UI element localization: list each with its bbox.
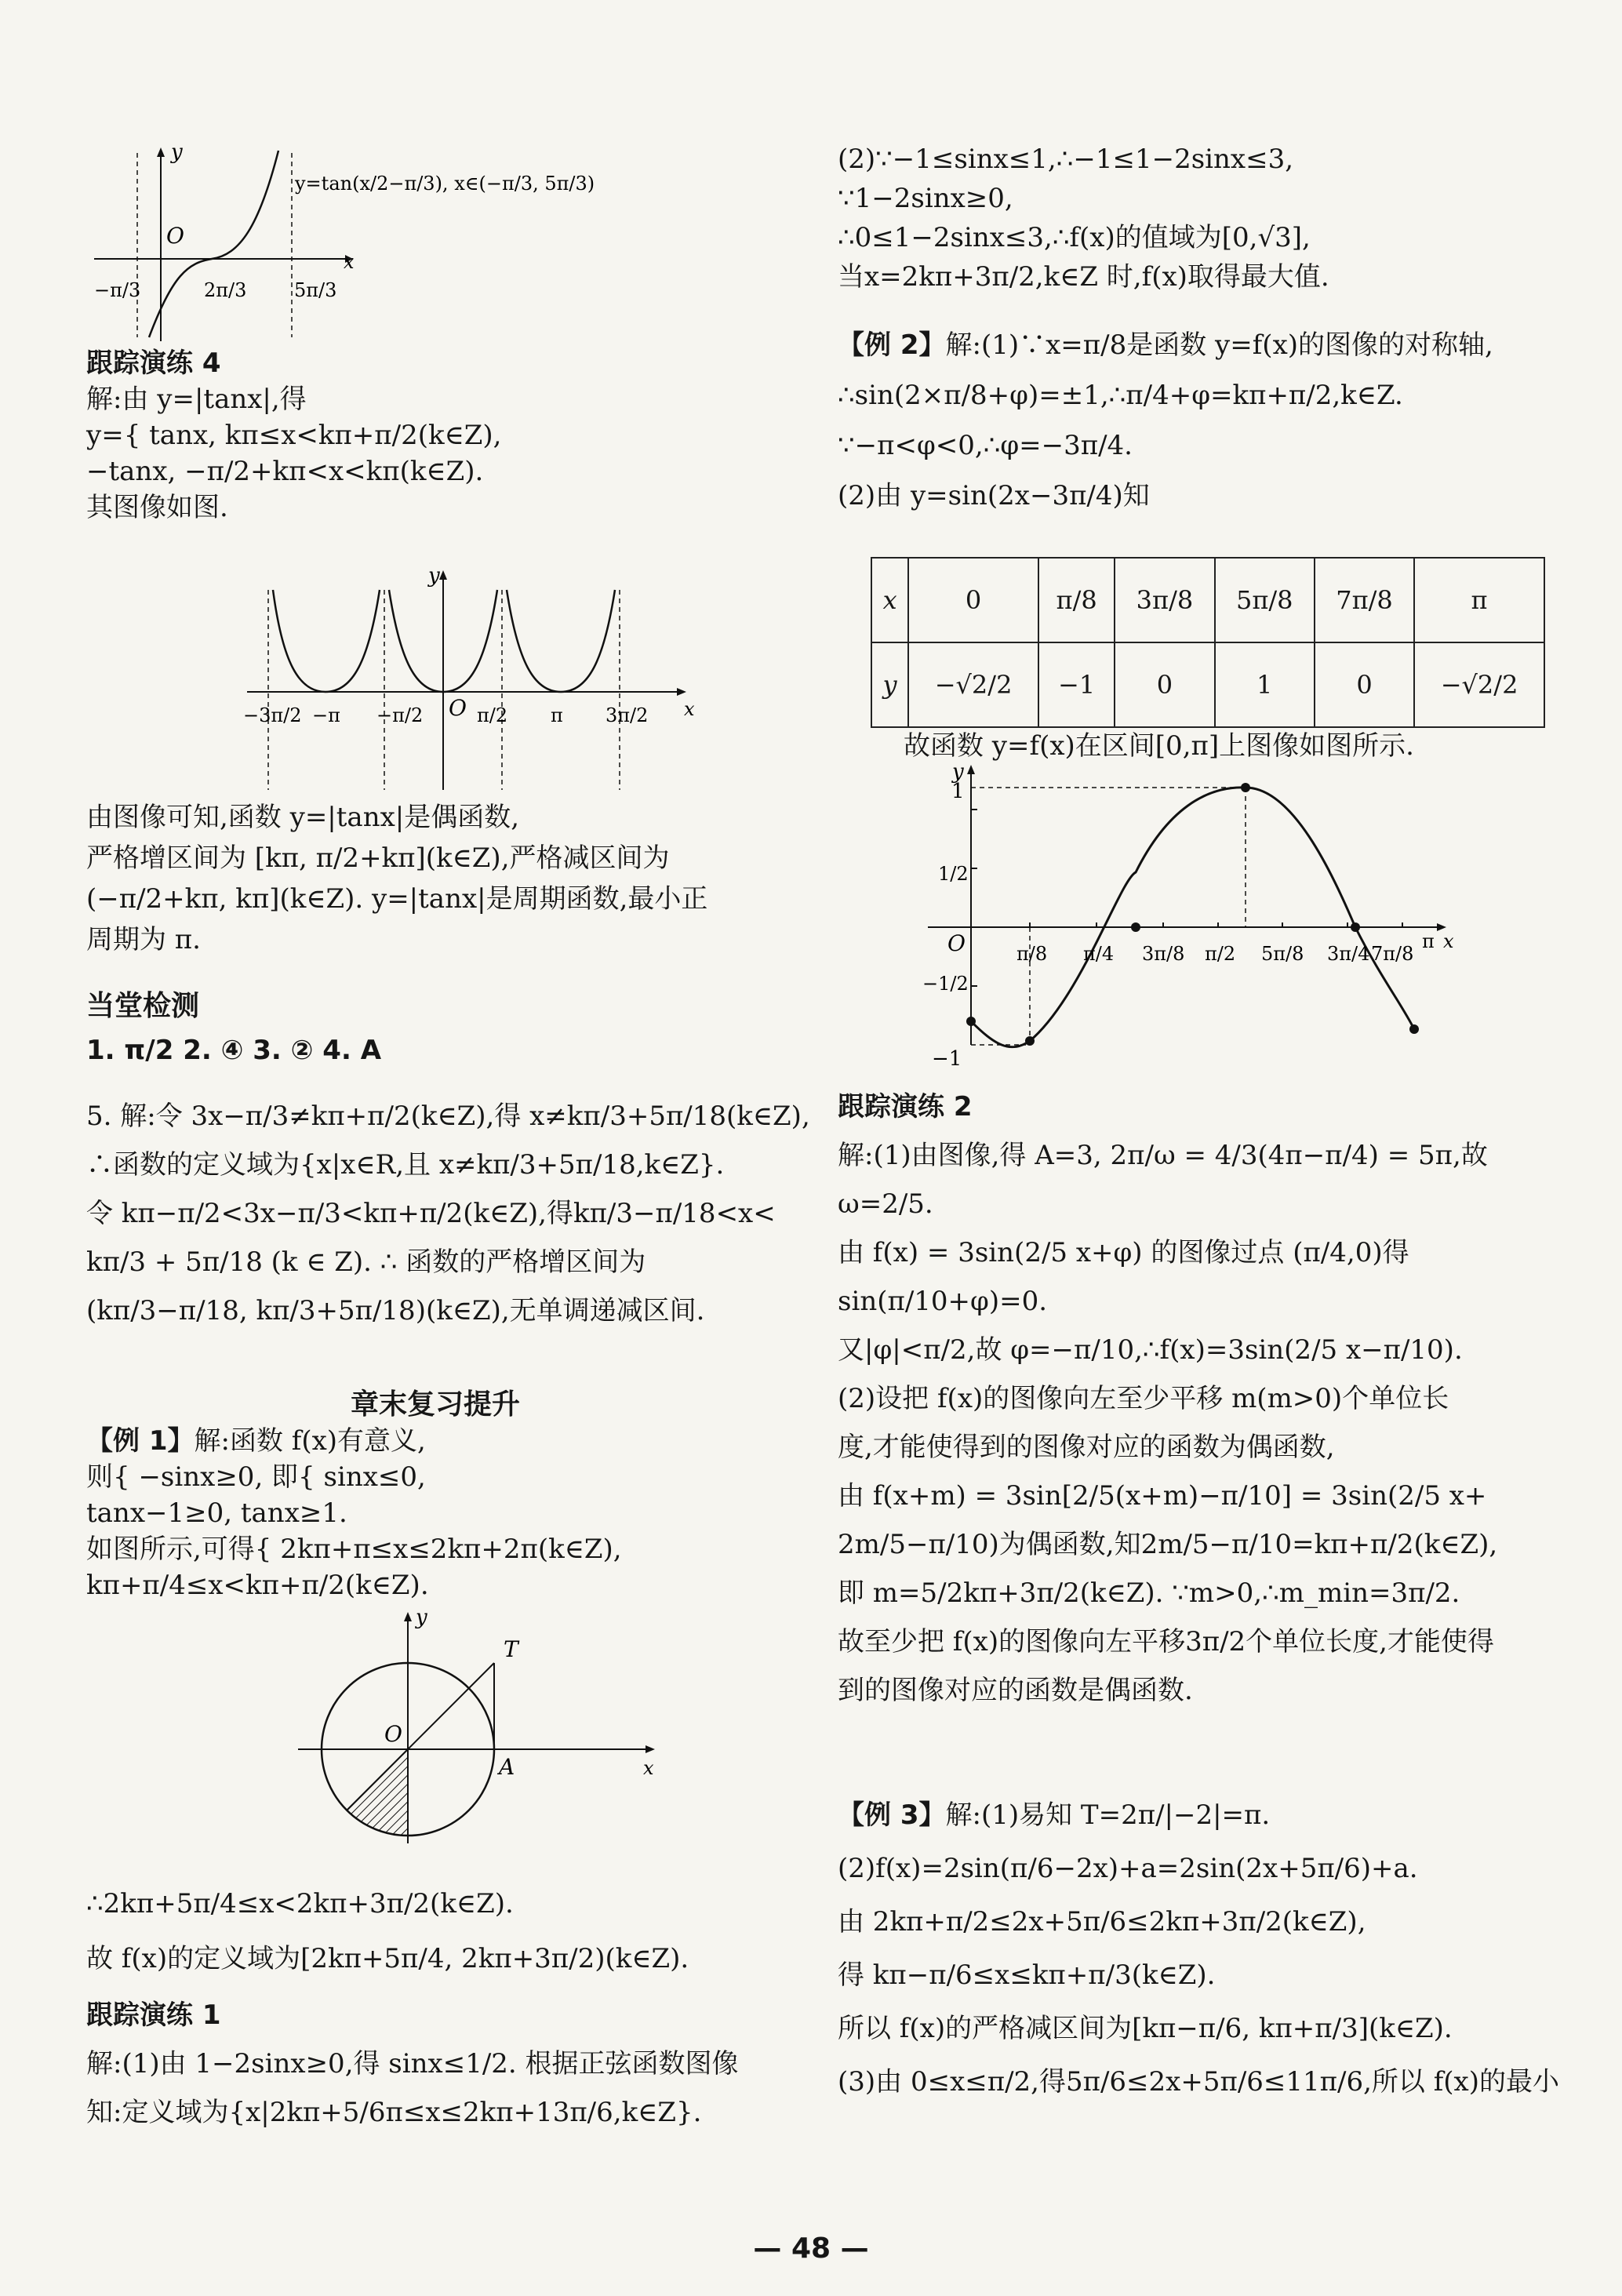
follow4-line: −tanx, −π/2+kπ<x<kπ(k∈Z).: [86, 456, 484, 487]
q5-line: kπ/3 + 5π/18 (k ∈ Z). ∴ 函数的严格增区间为: [86, 1246, 646, 1278]
review-title: 章末复习提升: [350, 1388, 520, 1421]
analysis-line: 严格增区间为 [kπ, π/2+kπ](k∈Z),严格减区间为: [86, 842, 670, 874]
table-cell: π/8: [1038, 558, 1115, 642]
q5-line: 令 kπ−π/2<3x−π/3<kπ+π/2(k∈Z),得kπ/3−π/18<x<: [86, 1198, 776, 1229]
follow2-line: 又|φ|<π/2,故 φ=−π/10,∴f(x)=3sin(2/5 x−π/10).: [838, 1334, 1463, 1366]
abs-tan-graph-y-label: y: [428, 566, 440, 588]
example2-line: ∴sin(2×π/8+φ)=±1,∴π/4+φ=kπ+π/2,k∈Z.: [838, 380, 1403, 411]
follow2-line: 2m/5−π/10)为偶函数,知2m/5−π/10=kπ+π/2(k∈Z),: [838, 1529, 1498, 1560]
example1-line: 则{ −sinx≥0, 即{ sinx≤0,: [86, 1461, 426, 1493]
follow4-heading: 跟踪演练 4: [86, 347, 221, 379]
follow2-heading: 跟踪演练 2: [838, 1091, 973, 1123]
example1-line: 如图所示,可得{ 2kπ+π≤x≤2kπ+2π(k∈Z),: [86, 1534, 622, 1565]
table-note: 故函数 y=f(x)在区间[0,π]上图像如图所示.: [904, 730, 1414, 762]
example3-label: 【例 3】: [838, 1799, 946, 1831]
example2-block: [838, 320, 1493, 521]
review-block: [86, 1387, 784, 1603]
unit-circle-graph: [298, 1600, 675, 1851]
tan-graph-formula: y=tan(x/2−π/3), x∈(−π/3, 5π/3): [295, 173, 595, 195]
follow4-line: y={ tanx, kπ≤x<kπ+π/2(k∈Z),: [86, 420, 502, 451]
follow2-line: sin(π/10+φ)=0.: [838, 1286, 1048, 1317]
sin-graph-x-label: x: [1443, 930, 1454, 952]
page-number: — 48 —: [753, 2232, 869, 2265]
right-top-line: (2)∵−1≤sinx≤1,∴−1≤1−2sinx≤3,: [838, 144, 1294, 175]
abs-tan-graph-x-label: x: [684, 698, 695, 720]
example2-label: 【例 2】: [838, 329, 946, 361]
circle-point-a: A: [499, 1754, 515, 1780]
abs-tan-graph-tick: π: [551, 704, 563, 726]
abs-tan-graph-tick: π/2: [477, 704, 508, 726]
sin-graph-x-tick: π/4: [1083, 943, 1115, 965]
table-cell: 5π/8: [1215, 558, 1315, 642]
example1-line: 解:函数 f(x)有意义,: [194, 1425, 426, 1457]
example1-line: kπ+π/4≤x<kπ+π/2(k∈Z).: [86, 1570, 429, 1601]
follow2-line: 即 m=5/2kπ+3π/2(k∈Z). ∵m>0,∴m_min=3π/2.: [838, 1577, 1460, 1609]
q5-line: ∴函数的定义域为{x|x∈R,且 x≠kπ/3+5π/18,k∈Z}.: [86, 1149, 725, 1181]
follow1-line: 解:(1)由 1−2sinx≥0,得 sinx≤1/2. 根据正弦函数图像: [86, 2048, 739, 2079]
sin-graph-x-tick: π/8: [1016, 943, 1048, 965]
tan-graph-tick: 2π/3: [204, 279, 247, 301]
follow4-line: 其图像如图.: [86, 492, 228, 523]
follow2-line: 到的图像对应的函数是偶函数.: [838, 1675, 1193, 1706]
follow2-line: (2)设把 f(x)的图像向左至少平移 m(m>0)个单位长: [838, 1383, 1449, 1414]
analysis-line: 周期为 π.: [86, 924, 201, 955]
follow1-line: 知:定义域为{x|2kπ+5/6π≤x≤2kπ+13π/6,k∈Z}.: [86, 2097, 702, 2128]
follow1-block: [86, 1991, 739, 2137]
sin-graph-x-tick: 7π/8: [1371, 943, 1414, 965]
example1-result-line: 故 f(x)的定义域为[2kπ+5π/4, 2kπ+3π/2)(k∈Z).: [86, 1943, 689, 1974]
example3-line: (3)由 0≤x≤π/2,得5π/6≤2x+5π/6≤11π/6,所以 f(x)的最小: [838, 2066, 1559, 2098]
sin-graph-origin: O: [947, 930, 966, 956]
right-top-line: ∵1−2sinx≥0,: [838, 183, 1013, 214]
q5-line: 5. 解:令 3x−π/3≠kπ+π/2(k∈Z),得 x≠kπ/3+5π/18(k∈Z),: [86, 1101, 810, 1132]
example3-line: 得 kπ−π/6≤x≤kπ+π/3(k∈Z).: [838, 1959, 1216, 1991]
right-top-block: [838, 140, 1329, 297]
follow2-line: 度,才能使得到的图像对应的函数为偶函数,: [838, 1432, 1335, 1463]
right-top-line: ∴0≤1−2sinx≤3,∴f(x)的值域为[0,√3],: [838, 222, 1311, 253]
example1-result: [86, 1876, 689, 1986]
follow4-block: [86, 345, 501, 526]
sin-graph-y-tick: 1: [951, 780, 965, 803]
table-cell: 0: [1115, 642, 1214, 727]
analysis-block: [86, 797, 707, 960]
sin-graph-y-label: y: [952, 762, 964, 784]
sin-graph-x-tick: π/2: [1205, 943, 1236, 965]
sin-graph-x-tick: 3π/4: [1327, 943, 1370, 965]
follow4-line: 解:由 y=|tanx|,得: [86, 384, 307, 415]
example2-line: 解:(1)∵x=π/8是函数 y=f(x)的图像的对称轴,: [945, 329, 1493, 361]
follow2-line: 由 f(x+m) = 3sin[2/5(x+m)−π/10] = 3sin(2/5 x+: [838, 1480, 1487, 1512]
abs-tan-graph-tick: −π/2: [376, 704, 424, 726]
table-row: [871, 558, 1544, 642]
analysis-line: 由图像可知,函数 y=|tanx|是偶函数,: [86, 802, 520, 833]
table-cell: y: [871, 642, 908, 727]
example1-result-line: ∴2kπ+5π/4≤x<2kπ+3π/2(k∈Z).: [86, 1888, 514, 1919]
sin-graph: [838, 762, 1544, 1076]
q5-line: (kπ/3−π/18, kπ/3+5π/18)(k∈Z),无单调递减区间.: [86, 1295, 705, 1326]
follow2-line: ω=2/5.: [838, 1188, 933, 1220]
example3-line: (2)f(x)=2sin(π/6−2x)+a=2sin(2x+5π/6)+a.: [838, 1853, 1418, 1884]
table-cell: 0: [908, 558, 1038, 642]
example1-line: tanx−1≥0, tanx≥1.: [86, 1497, 347, 1529]
tan-graph-x-label: x: [344, 251, 355, 273]
abs-tan-graph-origin: O: [449, 695, 467, 721]
example2-line: (2)由 y=sin(2x−3π/4)知: [838, 480, 1150, 511]
example1-label: 【例 1】: [86, 1425, 195, 1457]
example3-block: [838, 1788, 1559, 2109]
sin-graph-y-tick: 1/2: [938, 863, 969, 885]
table-cell: x: [871, 558, 908, 642]
example3-line: 所以 f(x)的严格减区间为[kπ−π/6, kπ+π/3](k∈Z).: [838, 2013, 1453, 2044]
analysis-line: (−π/2+kπ, kπ](k∈Z). y=|tanx|是周期函数,最小正: [86, 883, 708, 915]
follow2-line: 故至少把 f(x)的图像向左平移3π/2个单位长度,才能使得: [838, 1626, 1494, 1657]
table-cell: π: [1414, 558, 1544, 642]
sin-graph-y-tick: −1: [932, 1047, 962, 1071]
sin-graph-x-tick: π: [1422, 930, 1435, 952]
tan-graph: [86, 141, 604, 345]
abs-tan-graph-tick: −3π/2: [243, 704, 302, 726]
check-block: [86, 988, 381, 1068]
table-cell: 7π/8: [1315, 558, 1414, 642]
check-heading: 当堂检测: [86, 990, 200, 1022]
table-cell: 0: [1315, 642, 1414, 727]
abs-tan-graph-tick: −π: [312, 704, 340, 726]
right-top-line: 当x=2kπ+3π/2,k∈Z 时,f(x)取得最大值.: [838, 261, 1329, 293]
table-row: [871, 642, 1544, 727]
tan-graph-origin: O: [166, 223, 184, 249]
table-cell: −√2/2: [908, 642, 1038, 727]
tan-graph-y-label: y: [171, 141, 183, 164]
example3-line: 由 2kπ+π/2≤2x+5π/6≤2kπ+3π/2(k∈Z),: [838, 1906, 1366, 1938]
tan-graph-tick: −π/3: [94, 279, 141, 301]
sin-graph-x-tick: 3π/8: [1142, 943, 1185, 965]
q5-block: [86, 1092, 810, 1335]
table-cell: 1: [1215, 642, 1315, 727]
values-table: [871, 557, 1545, 728]
circle-x-label: x: [643, 1757, 654, 1779]
circle-point-t: T: [504, 1636, 518, 1662]
follow2-line: 由 f(x) = 3sin(2/5 x+φ) 的图像过点 (π/4,0)得: [838, 1237, 1409, 1268]
tan-graph-tick: 5π/3: [294, 279, 337, 301]
follow1-heading: 跟踪演练 1: [86, 1999, 221, 2031]
example2-line: ∵−π<φ<0,∴φ=−3π/4.: [838, 430, 1133, 461]
follow2-block: [838, 1083, 1497, 1715]
circle-origin: O: [384, 1721, 402, 1747]
example3-line: 解:(1)易知 T=2π/|−2|=π.: [945, 1799, 1271, 1831]
abs-tan-graph-tick: 3π/2: [606, 704, 649, 726]
table-cell: −1: [1038, 642, 1115, 727]
abs-tan-graph: [243, 566, 714, 794]
check-answers: 1. π/2 2. ④ 3. ② 4. A: [86, 1035, 382, 1066]
sin-graph-y-tick: −1/2: [922, 973, 969, 995]
circle-y-label: y: [416, 1606, 427, 1629]
sin-graph-x-tick: 5π/8: [1261, 943, 1304, 965]
table-cell: −√2/2: [1414, 642, 1544, 727]
follow2-line: 解:(1)由图像,得 A=3, 2π/ω = 4/3(4π−π/4) = 5π,故: [838, 1140, 1488, 1171]
table-cell: 3π/8: [1115, 558, 1214, 642]
